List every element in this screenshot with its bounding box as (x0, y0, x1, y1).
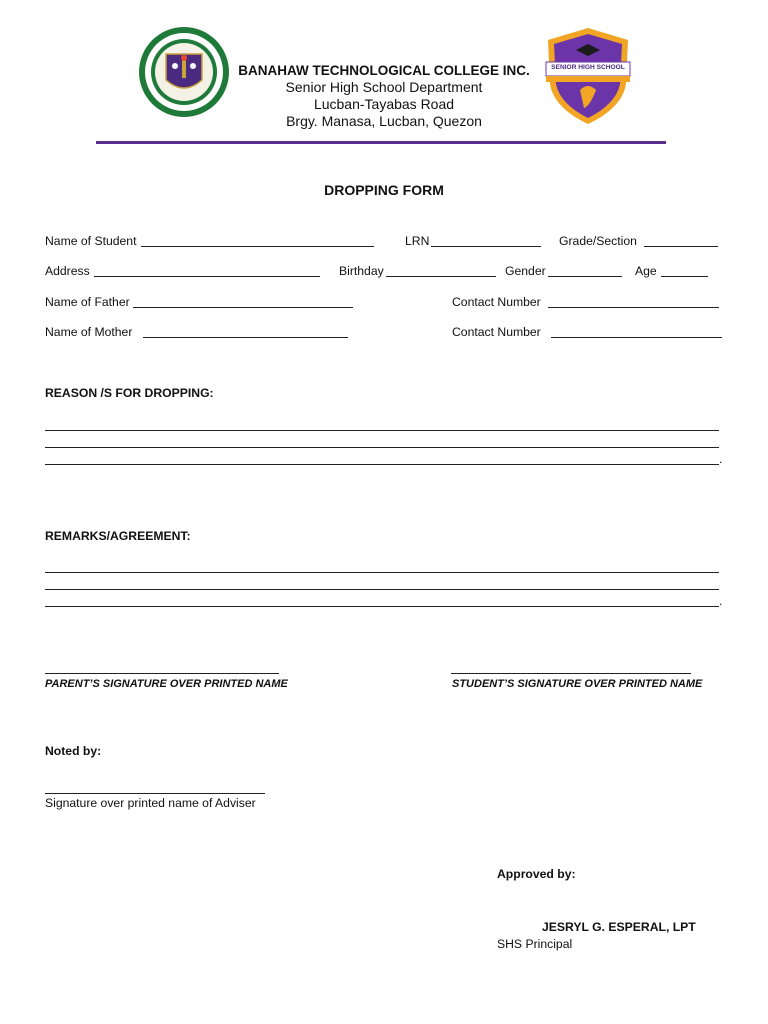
reason-period: . (719, 452, 723, 466)
name-of-mother-field[interactable] (143, 337, 348, 338)
father-contact-label: Contact Number (452, 295, 541, 309)
birthday-label: Birthday (339, 264, 384, 278)
remarks-line-1[interactable] (45, 572, 719, 573)
mother-contact-label: Contact Number (452, 325, 541, 339)
college-seal-logo (138, 22, 230, 122)
remarks-heading: REMARKS/AGREEMENT: (45, 529, 191, 543)
address-label: Address (45, 264, 90, 278)
remarks-line-2[interactable] (45, 589, 719, 590)
age-field[interactable] (661, 276, 708, 277)
grade-section-label: Grade/Section (559, 234, 637, 248)
reason-line-3[interactable] (45, 464, 719, 465)
name-of-father-field[interactable] (133, 307, 353, 308)
shs-shield-logo (544, 26, 632, 126)
shs-logo-banner-text: SENIOR HIGH SCHOOL (551, 64, 625, 71)
gender-label: Gender (505, 264, 546, 278)
father-contact-field[interactable] (548, 307, 719, 308)
age-label: Age (635, 264, 657, 278)
name-of-father-label: Name of Father (45, 295, 130, 309)
adviser-signature-line[interactable] (45, 793, 265, 794)
college-road: Lucban-Tayabas Road (313, 96, 455, 112)
mother-contact-field[interactable] (551, 337, 722, 338)
name-of-student-label: Name of Student (45, 234, 137, 248)
header-divider (96, 141, 666, 144)
college-name: BANAHAW TECHNOLOGICAL COLLEGE INC. (238, 63, 530, 78)
reason-line-1[interactable] (45, 430, 719, 431)
name-of-mother-label: Name of Mother (45, 325, 133, 339)
parent-signature-line[interactable] (45, 673, 279, 674)
student-signature-label: STUDENT’S SIGNATURE OVER PRINTED NAME (452, 678, 703, 690)
remarks-period: . (719, 594, 723, 608)
form-title: DROPPING FORM (324, 182, 444, 198)
adviser-signature-label: Signature over printed name of Adviser (45, 796, 256, 810)
gender-field[interactable] (548, 276, 622, 277)
birthday-field[interactable] (386, 276, 496, 277)
address-field[interactable] (94, 276, 320, 277)
approved-by-label: Approved by: (497, 867, 576, 881)
reason-heading: REASON /S FOR DROPPING: (45, 386, 214, 400)
lrn-label: LRN (405, 234, 430, 248)
student-signature-line[interactable] (451, 673, 691, 674)
name-of-student-field[interactable] (141, 246, 374, 247)
noted-by-label: Noted by: (45, 744, 102, 758)
reason-line-2[interactable] (45, 447, 719, 448)
grade-section-field[interactable] (644, 246, 718, 247)
lrn-field[interactable] (431, 246, 541, 247)
principal-title: SHS Principal (497, 937, 573, 951)
principal-name: JESRYL G. ESPERAL, LPT (542, 920, 696, 934)
department-name: Senior High School Department (285, 79, 483, 95)
remarks-line-3[interactable] (45, 606, 719, 607)
parent-signature-label: PARENT’S SIGNATURE OVER PRINTED NAME (45, 678, 288, 690)
college-address: Brgy. Manasa, Lucban, Quezon (286, 113, 482, 129)
